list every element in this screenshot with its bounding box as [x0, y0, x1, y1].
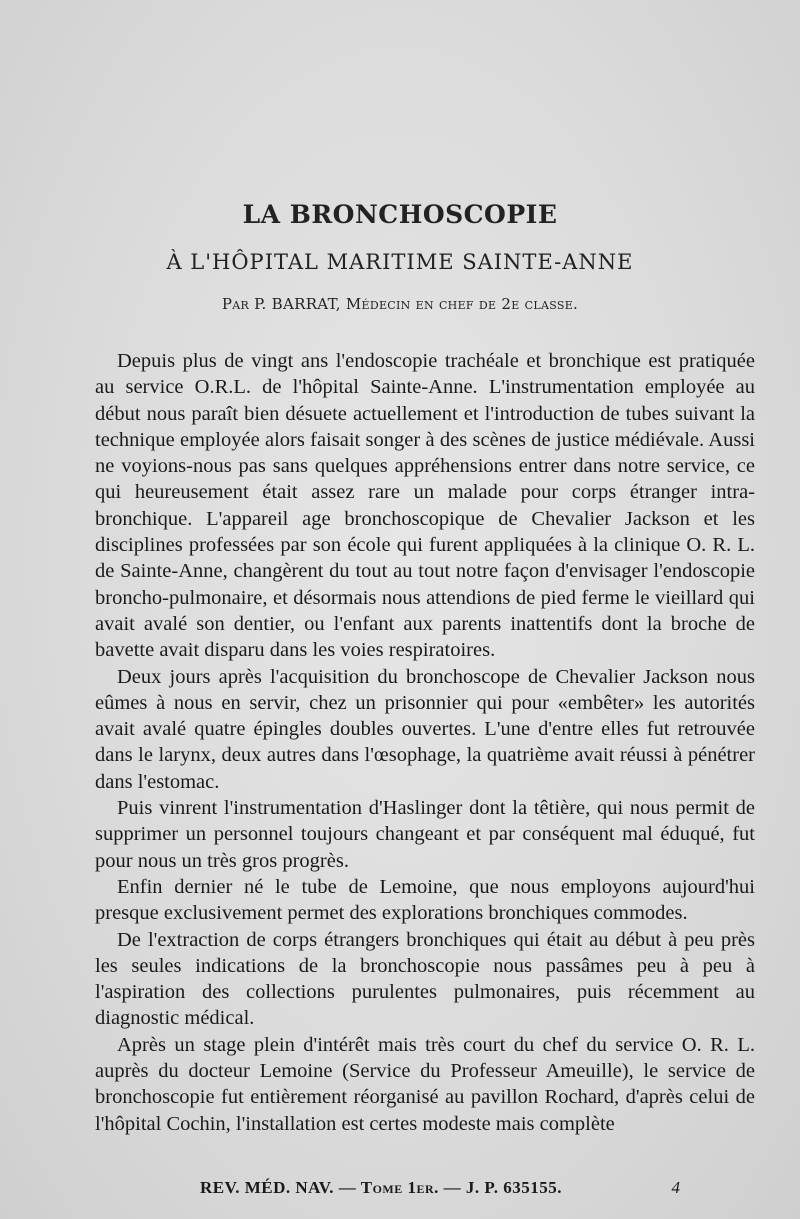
article-body	[95, 348, 755, 1137]
article-title: LA BRONCHOSCOPIE	[242, 200, 558, 229]
article-subtitle: À L'HÔPITAL MARITIME SAINTE-ANNE	[166, 250, 634, 274]
paragraph: Puis vinrent l'instrumentation d'Haslinger dont la têtière, qui nous permit de supprimer un personnel toujours changeant et par conséquent mal éduqué, fut pour nous un très gros progrès.	[95, 797, 755, 872]
journal-reference: REV. MÉD. NAV. — Tome 1er. — J. P. 635155.	[200, 1178, 562, 1197]
paragraph: Deux jours après l'acquisition du bronchoscope de Chevalier Jackson nous eûmes à nous en servir, chez un prisonnier qui pour «embêter» les autorités avait avalé quatre épingles doubles ouvertes. L'une d'entre elles fut retrouvée dans le larynx, deux autres dans l'œsophage, la quatrième avait réussi à pénétrer dans l'estomac.	[95, 665, 755, 793]
page-number: 4	[671, 1178, 680, 1197]
paragraph: Après un stage plein d'intérêt mais très court du chef du service O. R. L. auprès du docteur Lemoine (Service du Professeur Ameuille), le service de bronchoscopie fut entièrement réorganisé au pavillon Rochard, d'après celui de l'hôpital Cochin, l'installation est certes modeste mais complète	[95, 1033, 755, 1135]
paragraph: Enfin dernier né le tube de Lemoine, que nous employons aujourd'hui presque exclusivement permet des explorations bronchiques commodes.	[95, 875, 755, 925]
paragraph: Depuis plus de vingt ans l'endoscopie trachéale et bronchique est pratiquée au service O.R.L. de l'hôpital Sainte-Anne. L'instrumentation employée au début nous paraît bien désuete actuellement et l'introduction de tubes suivant la technique employée alors faisait songer à des scènes de justice médiévale. Aussi ne voyions-nous pas sans quelques appréhensions entrer dans notre service, ce qui heureusement était assez rare un malade pour corps étranger intra-bronchique. L'appareil age bronchoscopique de Chevalier Jackson et les disciplines professées par son école qui furent appliquées à la clinique O. R. L. de Sainte-Anne, changèrent du tout au tout notre façon d'envisager l'endoscopie broncho-pulmonaire, et désormais nous attendions de pied ferme le vieillard qui avait avalé son dentier, ou l'enfant aux parents inattentifs dont la broche de bavette avait disparu dans les voies respiratoires.	[95, 350, 755, 662]
page-footer	[200, 1178, 680, 1198]
paragraph: De l'extraction de corps étrangers bronchiques qui était au début à peu près les seules indications de la bronchoscopie nous passâmes peu à peu à l'aspiration des collections purulentes pulmonaires, puis récemment au diagnostic médical.	[95, 928, 755, 1030]
author-byline: Par P. BARRAT, Médecin en chef de 2e classe.	[221, 295, 579, 313]
